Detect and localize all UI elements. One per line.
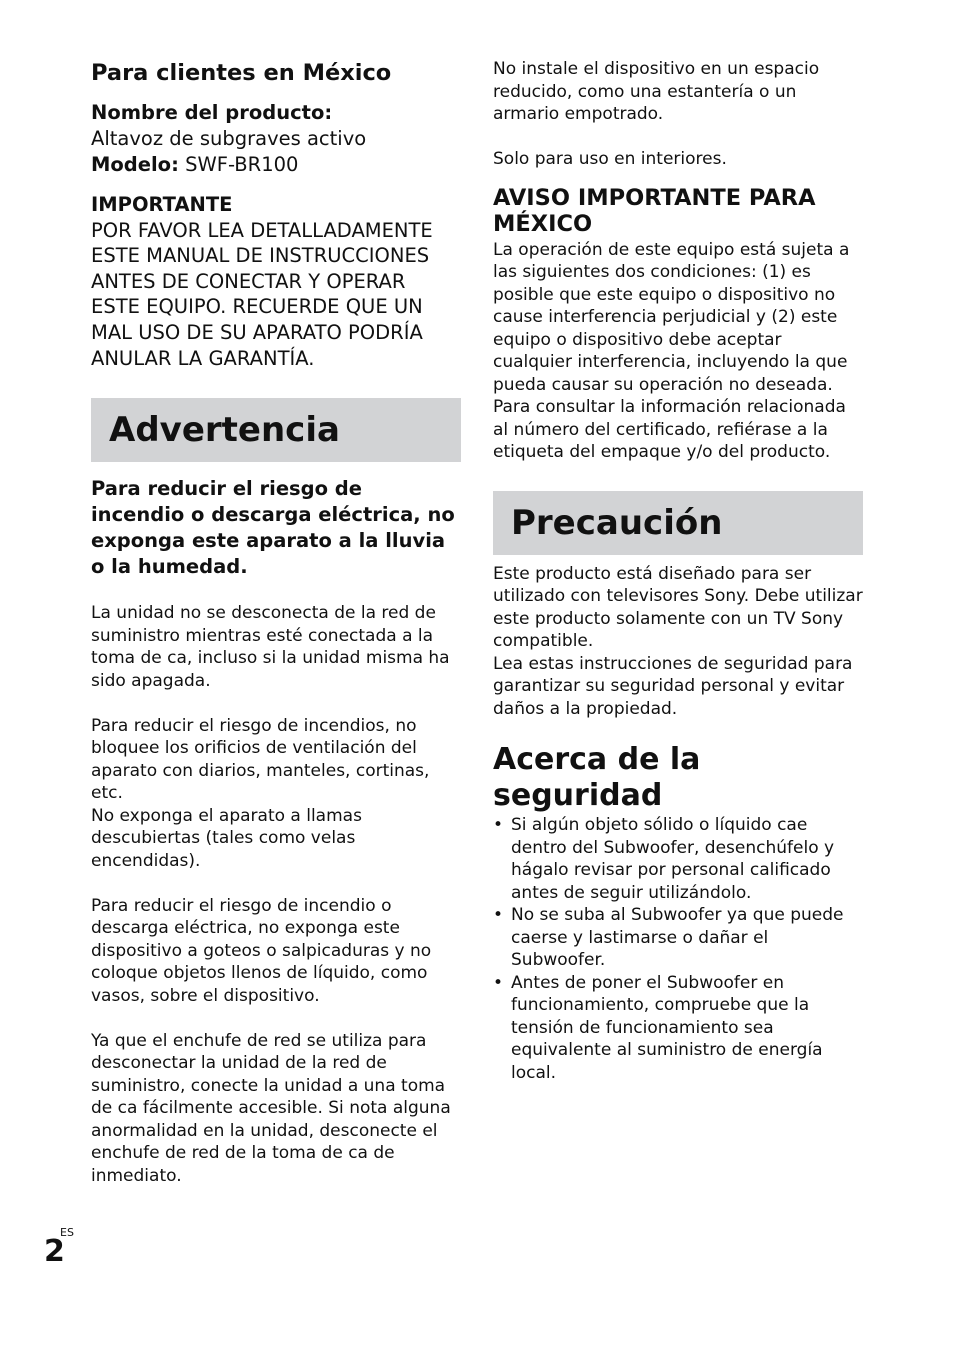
precaucion-title: Precaución [511, 502, 723, 543]
paragraph: Para reducir el riesgo de incendios, no bloquee los orificios de ventilación del aparato con diarios, manteles, cortinas, etc. [91, 715, 430, 804]
advertencia-banner [91, 398, 461, 462]
product-info [91, 100, 461, 178]
indoor-text: Solo para uso en interiores. [493, 149, 727, 169]
precaucion-text: Este producto está diseñado para ser utilizado con televisores Sony. Debe utilizar este producto solamente con un TV Sony compatible. [493, 563, 863, 651]
important-notice [91, 192, 461, 371]
product-name-label: Nombre del producto: [91, 101, 333, 124]
important-line: ESTE MANUAL DE INSTRUCCIONES [91, 244, 430, 268]
advertencia-title: Advertencia [109, 410, 340, 451]
precaucion-text-2: Lea estas instrucciones de seguridad para garantizar su seguridad personal y evitar daños a la propiedad. [493, 653, 853, 719]
install-text: No instale el dispositivo en un espacio reducido, como una estantería o un armario empotrado. [493, 59, 820, 124]
list-item: • No se suba al Subwoofer ya que puede caerse y lastimarse o dañar el Subwoofer. [493, 905, 844, 970]
important-line: MAL USO DE SU APARATO PODRÍA [91, 320, 423, 344]
page-number: 2 [44, 1234, 65, 1269]
precaucion-banner [493, 491, 863, 555]
product-name-value: Altavoz de subgraves activo [91, 127, 367, 150]
paragraph: La unidad no se desconecta de la red de suministro mientras esté conectada a la toma de ca, incluso si la unidad misma ha sido apagada. [91, 603, 450, 691]
important-line: ESTE EQUIPO. RECUERDE QUE UN [91, 295, 423, 319]
mexico-heading: Para clientes en México [91, 60, 392, 86]
cert-text: Para consultar la información relacionada al número del certificado, refiérase a la etiqueta del empaque y/o del producto. [493, 397, 846, 462]
safety-list [493, 814, 863, 1084]
right-column [493, 58, 863, 1084]
paragraph: Ya que el enchufe de red se utiliza para desconectar la unidad de la red de suministro, conecte la unidad a una toma de ca fácilmente accesible. Si nota alguna anormalidad en la unidad, desconecte el enchufe de red de la toma de ca de inmediato. [91, 1030, 451, 1186]
bullet-icon: • [493, 905, 504, 925]
paragraph: No exponga el aparato a llamas descubiertas (tales como velas encendidas). [91, 805, 362, 871]
paragraph: Para reducir el riesgo de incendio o descarga eléctrica, no exponga este dispositivo a goteos o salpicaduras y no coloque objetos llenos de líquido, como vasos, sobre el dispositivo. [91, 895, 432, 1006]
aviso-heading: AVISO IMPORTANTE PARA MÉXICO [493, 184, 816, 237]
list-item: • Si algún objeto sólido o líquido cae dentro del Subwoofer, desenchúfelo y hágalo revisar por personal calificado antes de seguir utilizándolo. [493, 815, 835, 903]
important-line: POR FAVOR LEA DETALLADAMENTE [91, 218, 433, 242]
bullet-icon: • [493, 972, 504, 993]
list-item: • Antes de poner el Subwoofer en funcionamiento, compruebe que la tensión de funcionamiento sea equivalente al suministro de energía local. [493, 972, 823, 1083]
left-column [91, 58, 461, 1187]
important-title: IMPORTANTE [91, 193, 233, 216]
important-line: ANTES DE CONECTAR Y OPERAR [91, 269, 406, 293]
page-language: ES [60, 1226, 74, 1239]
important-line: ANULAR LA GARANTÍA. [91, 346, 315, 370]
fire-warning: Para reducir el riesgo de incendio o descarga eléctrica, no exponga este aparato a la lluvia o la humedad. [91, 477, 455, 579]
bullet-icon: • [493, 815, 504, 835]
acerca-heading: Acerca de la seguridad [493, 742, 701, 813]
model-value: SWF-BR100 [185, 153, 299, 176]
aviso-text: La operación de este equipo está sujeta a las siguientes dos condiciones: (1) es posible que este equipo o dispositivo no cause interferencia perjudicial y (2) este equipo o dispositivo debe aceptar cualquier interferencia, incluyendo la que pueda causar su operación no deseada. [493, 239, 850, 395]
model-label: Modelo: [91, 153, 179, 176]
